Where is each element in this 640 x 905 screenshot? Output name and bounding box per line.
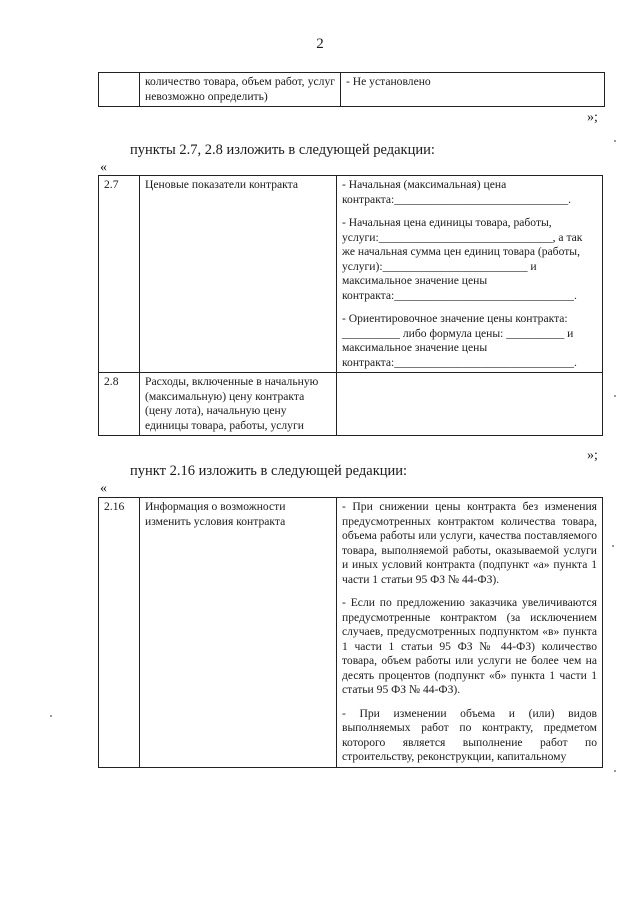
section-heading: пункт 2.16 изложить в следующей редакции: (130, 463, 408, 479)
table-row (99, 373, 603, 436)
contract-terms-table (98, 497, 603, 768)
continued-table (98, 72, 605, 107)
open-quote: « (100, 160, 107, 175)
section-heading: пункты 2.7, 2.8 изложить в следующей редакции: (130, 142, 435, 158)
row-name: Ценовые показатели контракта (140, 176, 337, 373)
page-number: 2 (316, 36, 324, 52)
value-block: - Начальная цена единицы товара, работы, услуги:______________________________, а так же начальная сумма цен единиц товара (работы, услуги):_________________________ и максимальное значение цены контракта:_______________________________. (342, 216, 583, 302)
scan-speck (614, 770, 616, 772)
table-row (99, 176, 603, 373)
table-cell-num (99, 73, 140, 107)
scan-speck (614, 140, 616, 142)
end-quote: »; (587, 448, 598, 463)
table-row (99, 498, 603, 768)
row-number: 2.7 (99, 176, 140, 373)
value-block: - Начальная (максимальная) цена контракта:______________________________. (342, 178, 572, 206)
row-name: Информация о возможности изменить условия контракта (140, 498, 337, 768)
value-block: - Ориентировочное значение цены контракта: __________ либо формула цены: __________ и максимальное значение цены контракта:_______________________________. (342, 312, 577, 369)
table-cell-name: количество товара, объем работ, услуг невозможно определить) (140, 73, 341, 107)
value-block: - При снижении цены контракта без изменения предусмотренных контрактом количества товара, объема работы или услуги, качества поставляемого товара, выполняемой работы, оказываемой услуги и иных условий контракта (подпункт «а» пункта 1 части 1 статьи 95 ФЗ № 44-ФЗ). (342, 500, 597, 586)
row-value (337, 373, 603, 436)
end-quote: »; (587, 110, 598, 125)
row-name: Расходы, включенные в начальную (максимальную) цену контракта (цену лота), начальную цену единицы товара, работы, услуги (140, 373, 337, 436)
price-indicators-table (98, 175, 603, 436)
table-row (99, 73, 605, 107)
value-block: - При изменении объема и (или) видов выполняемых работ по контракту, предметом которого является выполнение работ по строительству, реконструкции, капитальному (342, 706, 597, 763)
scan-speck (614, 395, 616, 397)
row-value (337, 498, 603, 768)
row-number: 2.16 (99, 498, 140, 768)
row-value (337, 176, 603, 373)
value-block: - Если по предложению заказчика увеличиваются предусмотренные контрактом (за исключением случаев, предусмотренных подпунктом «в» пункта 1 части 1 статьи 95 ФЗ № 44-ФЗ) количество товара, объем работы или услуги не более чем на десять процентов (подпункт «б» пункта 1 части 1 статьи 95 ФЗ № 44-ФЗ). (342, 596, 597, 696)
open-quote: « (100, 481, 107, 496)
scan-speck (612, 545, 614, 547)
table-cell-value: - Не установлено (341, 73, 605, 107)
scan-speck (50, 715, 52, 717)
row-number: 2.8 (99, 373, 140, 436)
